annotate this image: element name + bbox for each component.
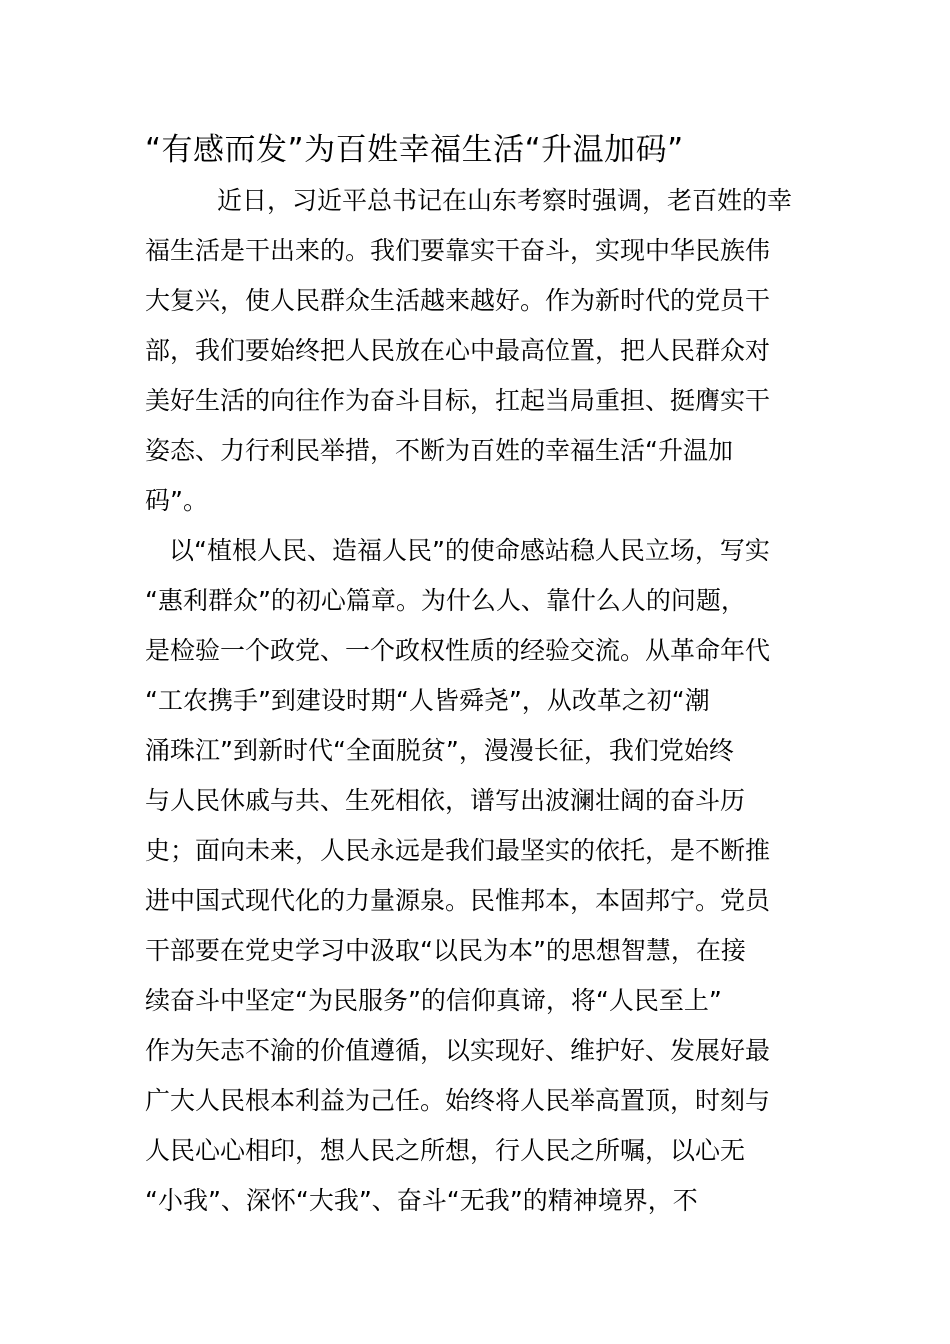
text-line: 以“植根人民、造福人民”的使命感站稳人民立场，写实 xyxy=(169,536,770,565)
document-title: “有感而发”为百姓幸福生活“升温加码” xyxy=(145,132,684,168)
text-line: 广大人民根本利益为己任。始终将人民举高置顶，时刻与 xyxy=(145,1086,771,1115)
text-line: 大复兴，使人民群众生活越来越好。作为新时代的党员干 xyxy=(145,286,771,315)
text-line: 干部要在党史学习中汲取“以民为本”的思想智慧，在接 xyxy=(145,936,746,965)
text-line: 史；面向未来，人民永远是我们最坚实的依托，是不断推 xyxy=(145,836,771,865)
text-line: 福生活是干出来的。我们要靠实干奋斗，实现中华民族伟 xyxy=(145,236,771,265)
text-line: “小我”、深怀“大我”、奋斗“无我”的精神境界，不 xyxy=(145,1186,698,1215)
text-line: 与人民休戚与共、生死相依，谱写出波澜壮阔的奋斗历 xyxy=(145,786,746,815)
text-line: 人民心心相印，想人民之所想，行人民之所嘱，以心无 xyxy=(145,1136,746,1165)
text-line: 涌珠江”到新时代“全面脱贫”，漫漫长征，我们党始终 xyxy=(145,736,734,765)
text-line: 姿态、力行利民举措，不断为百姓的幸福生活“升温加 xyxy=(145,436,733,465)
text-line: 进中国式现代化的力量源泉。民惟邦本，本固邦宁。党员 xyxy=(145,886,771,915)
text-line: 是检验一个政党、一个政权性质的经验交流。从革命年代 xyxy=(145,636,771,665)
text-line: 部，我们要始终把人民放在心中最高位置，把人民群众对 xyxy=(145,336,771,365)
text-line: “惠利群众”的初心篇章。为什么人、靠什么人的问题， xyxy=(145,586,746,615)
text-line: 码”。 xyxy=(145,486,208,515)
text-line: 续奋斗中坚定“为民服务”的信仰真谛，将“人民至上” xyxy=(145,986,722,1015)
text-line: “工农携手”到建设时期“人皆舜尧”，从改革之初“潮 xyxy=(145,686,710,715)
text-line: 美好生活的向往作为奋斗目标，扛起当局重担、挺膺实干 xyxy=(145,386,771,415)
document-body xyxy=(145,180,810,1230)
text-line: 作为矢志不渝的价值遵循，以实现好、维护好、发展好最 xyxy=(145,1036,771,1065)
text-line: 近日，习近平总书记在山东考察时强调，老百姓的幸 xyxy=(217,186,793,215)
